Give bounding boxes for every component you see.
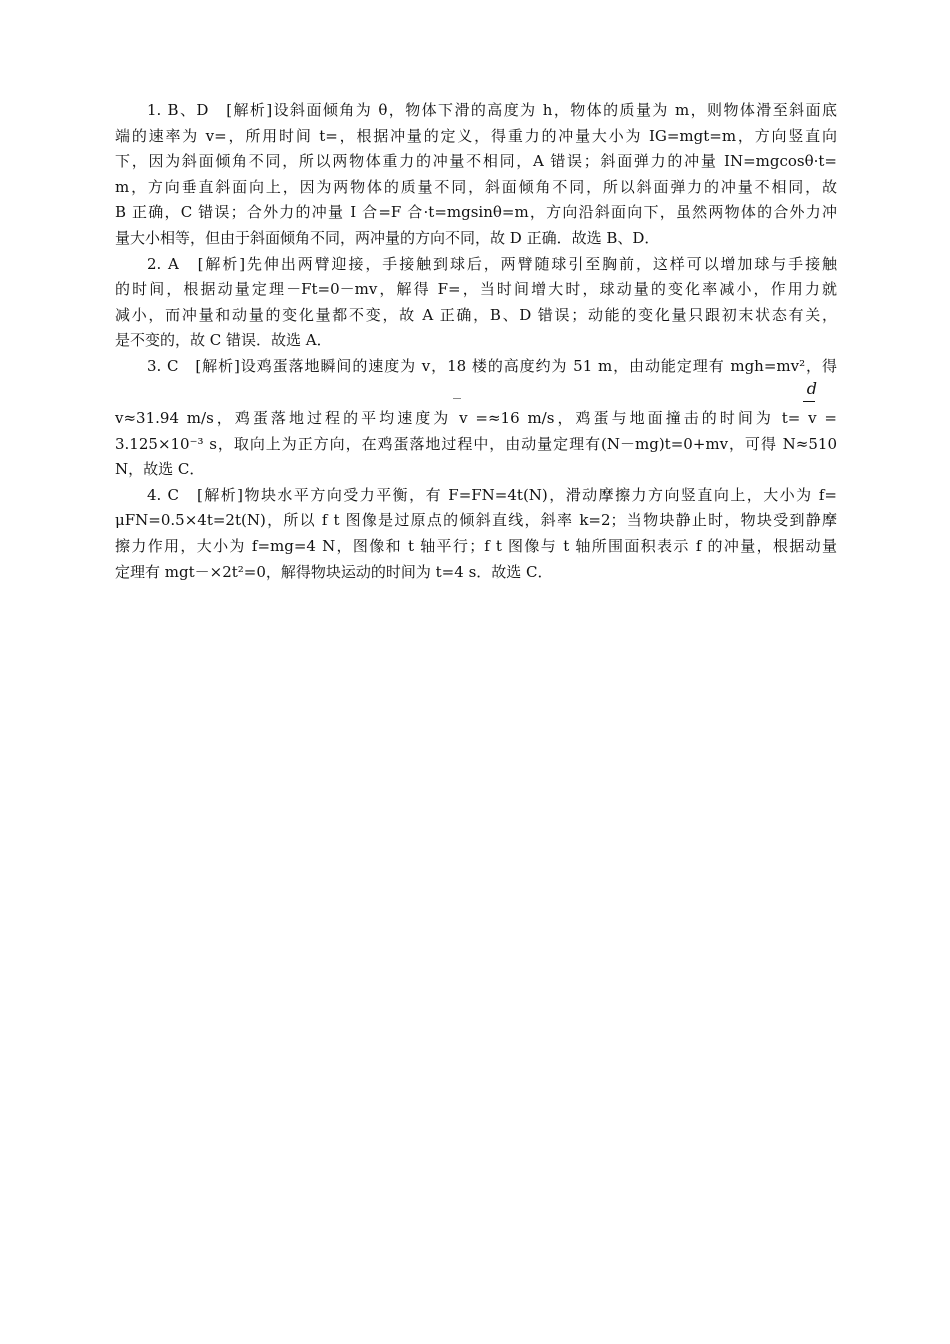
fraction-numerator: d — [806, 378, 817, 398]
answer-paragraph-4 — [115, 483, 837, 585]
text-line: N，故选 C． — [115, 460, 205, 479]
text-line: μFN=0.5×4t=2t(N)，所以 f t 图像是过原点的倾斜直线，斜率 k=2；当物块静止时，物块受到静摩 — [115, 511, 837, 530]
text-line: 是不变的，故 C 错误．故选 A． — [115, 331, 332, 350]
text-line: 3.125×10⁻³ s，取向上为正方向，在鸡蛋落地过程中，由动量定理有(N－mg)t=0+mv，可得 N≈510 — [115, 434, 837, 453]
text-line: 4. C [解析]物块水平方向受力平衡，有 F=FN=4t(N)，滑动摩擦力方向竖直向上，大小为 f= — [147, 485, 837, 504]
answer-document — [115, 98, 837, 585]
average-velocity-bar — [453, 398, 461, 399]
text-line: 的时间，根据动量定理－Ft=0－mv，解得 F=，当时间增大时，球动量的变化率减小，作用力就 — [115, 280, 837, 299]
fraction-bar — [803, 401, 815, 402]
text-line: 3. C [解析]设鸡蛋落地瞬间的速度为 v，18 楼的高度约为 51 m，由动能定理有 mgh=mv²，得 — [147, 356, 837, 375]
text-line: B 正确，C 错误；合外力的冲量 I 合=F 合·t=mgsinθ=m，方向沿斜面向下，虽然两物体的合外力冲 — [115, 203, 837, 222]
answer-paragraph-2 — [115, 252, 837, 354]
text-line: v≈31.94 m/s，鸡蛋落地过程的平均速度为 v =≈16 m/s，鸡蛋与地面撞击的时间为 t= v = — [115, 408, 837, 427]
text-line: 2. A [解析]先伸出两臂迎接，手接触到球后，两臂随球引至胸前，这样可以增加球与手接触 — [147, 254, 837, 273]
fraction-line-wrapper — [115, 380, 837, 432]
text-line: 量大小相等，但由于斜面倾角不同，两冲量的方向不同，故 D 正确．故选 B、D． — [115, 228, 660, 247]
answer-paragraph-3 — [115, 354, 837, 483]
text-line: 1. B、D [解析]设斜面倾角为 θ，物体下滑的高度为 h，物体的质量为 m，则物体滑至斜面底 — [147, 101, 837, 119]
text-line: 下，因为斜面倾角不同，所以两物体重力的冲量不相同，A 错误；斜面弹力的冲量 IN=mgcosθ·t= — [115, 152, 837, 171]
text-line: 端的速率为 v=，所用时间 t=，根据冲量的定义，得重力的冲量大小为 IG=mgt=m，方向竖直向 — [115, 126, 837, 145]
text-line: m，方向垂直斜面向上，因为两物体的质量不同，斜面倾角不同，所以斜面弹力的冲量不相同，故 — [115, 177, 837, 196]
text-line: 擦力作用，大小为 f=mg=4 N，图像和 t 轴平行；f t 图像与 t 轴所围面积表示 f 的冲量，根据动量 — [115, 536, 837, 555]
text-line: 定理有 mgt－×2t²=0，解得物块运动的时间为 t=4 s．故选 C． — [115, 562, 553, 581]
answer-paragraph-1 — [115, 98, 837, 252]
text-line: 减小，而冲量和动量的变化量都不变，故 A 正确，B、D 错误；动能的变化量只跟初末状态有关， — [115, 305, 837, 324]
